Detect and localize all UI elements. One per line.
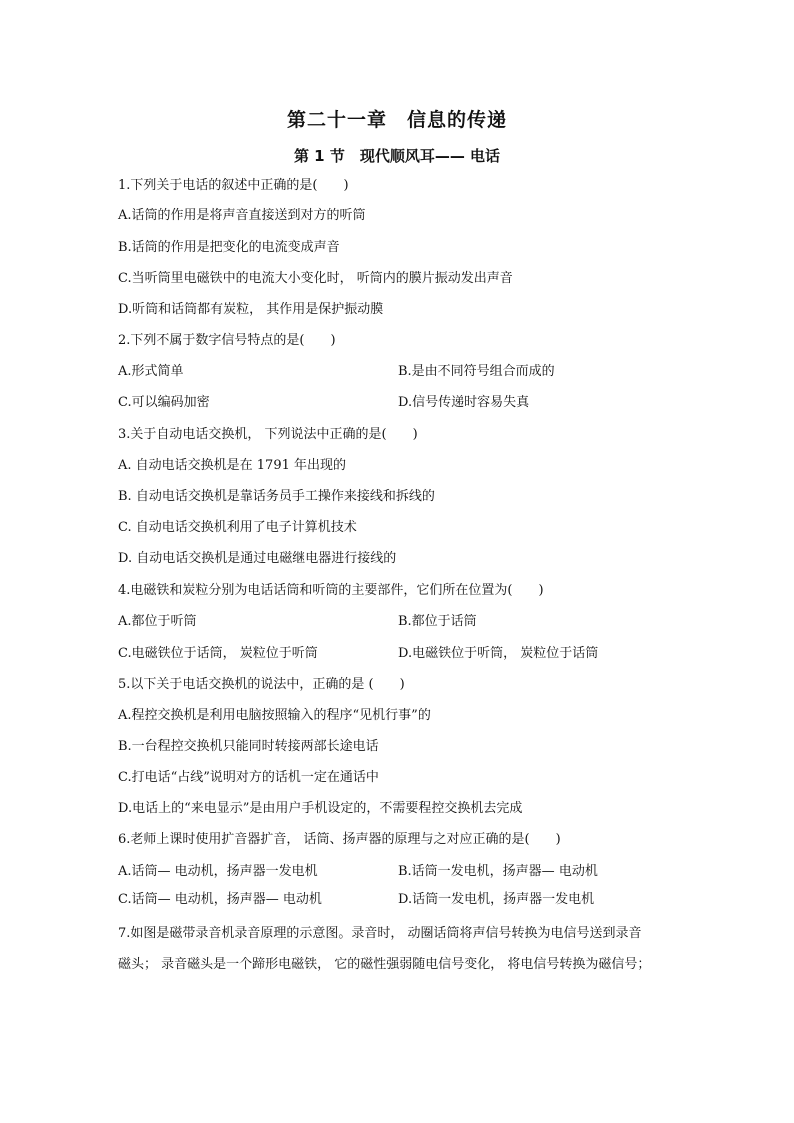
question-5-option-b: B.一台程控交换机只能同时转接两部长途电话 — [118, 739, 379, 754]
question-1-option-c: C.当听筒里电磁铁中的电流大小变化时， 听筒内的膜片振动发出声音 — [118, 271, 513, 286]
question-4-option-b: B.都位于话筒 — [398, 614, 477, 629]
question-6-option-a: A.话筒— 电动机，扬声器一发电机 — [118, 864, 318, 879]
question-5-option-d: D.电话上的“来电显示”是由用户手机设定的，不需要程控交换机去完成 — [118, 801, 523, 816]
question-2-option-d: D.信号传递时容易失真 — [398, 395, 530, 410]
chapter-title: 第二十一章 信息的传递 — [286, 109, 507, 131]
question-1-option-b: B.话筒的作用是把变化的电流变成声音 — [118, 240, 340, 255]
question-5-option-c: C.打电话“占线”说明对方的话机一定在通话中 — [118, 770, 379, 785]
question-1-option-d: D.听筒和话筒都有炭粒， 其作用是保护振动膜 — [118, 302, 384, 317]
section-title: 第 1 节 现代顺风耳—— 电话 — [293, 147, 501, 165]
question-2-option-b: B.是由不同符号组合而成的 — [398, 364, 555, 379]
question-3-option-c: C. 自动电话交换机利用了电子计算机技术 — [118, 520, 357, 535]
question-6-stem: 6.老师上课时使用扩音器扩音， 话筒、扬声器的原理与之对应正确的是( ) — [118, 832, 561, 847]
question-3-option-d: D. 自动电话交换机是通过电磁继电器进行接线的 — [118, 551, 397, 566]
question-3-stem: 3.关于自动电话交换机， 下列说法中正确的是( ) — [118, 427, 418, 442]
question-5-stem: 5.以下关于电话交换机的说法中，正确的是 ( ) — [118, 677, 405, 692]
question-7-continuation: 磁头； 录音磁头是一个蹄形电磁铁， 它的磁性强弱随电信号变化， 将电信号转换为磁信号； — [118, 957, 651, 972]
question-4-option-a: A.都位于听筒 — [118, 614, 197, 629]
question-2-stem: 2.下列不属于数字信号特点的是( ) — [118, 333, 336, 348]
question-6-option-b: B.话筒一发电机，扬声器— 电动机 — [398, 864, 598, 879]
question-3-option-b: B. 自动电话交换机是靠话务员手工操作来接线和拆线的 — [118, 489, 435, 504]
question-6-option-d: D.话筒一发电机，扬声器一发电机 — [398, 892, 595, 907]
question-7-stem: 7.如图是磁带录音机录音原理的示意图。录音时， 动圈话筒将声信号转换为电信号送到录音 — [118, 926, 642, 941]
question-1-option-a: A.话筒的作用是将声音直接送到对方的听筒 — [118, 208, 366, 223]
question-4-option-c: C.电磁铁位于话筒， 炭粒位于听筒 — [118, 646, 318, 661]
question-1-stem: 1.下列关于电话的叙述中正确的是( ) — [118, 178, 349, 193]
question-3-option-a: A. 自动电话交换机是在 1791 年出现的 — [118, 458, 347, 473]
question-6-option-c: C.话筒— 电动机，扬声器— 电动机 — [118, 892, 322, 907]
question-4-option-d: D.电磁铁位于听筒， 炭粒位于话筒 — [398, 646, 599, 661]
question-5-option-a: A.程控交换机是利用电脑按照输入的程序“见机行事”的 — [118, 708, 431, 723]
question-2-option-c: C.可以编码加密 — [118, 395, 210, 410]
question-2-option-a: A.形式简单 — [118, 364, 184, 379]
question-4-stem: 4.电磁铁和炭粒分别为电话话筒和听筒的主要部件，它们所在位置为( ) — [118, 583, 544, 598]
